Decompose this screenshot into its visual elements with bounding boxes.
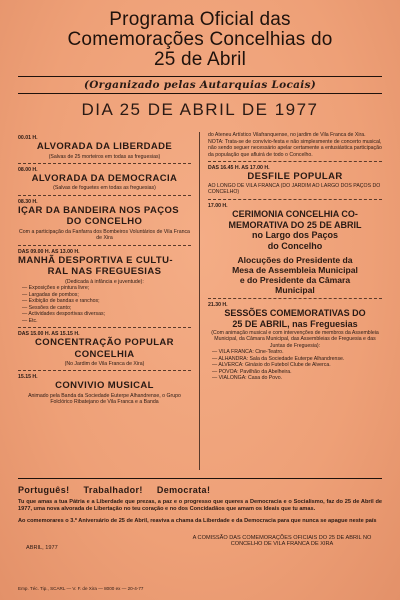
event-time: 08.00 H. <box>18 166 38 173</box>
event-note: AO LONGO DE VILA FRANCA (DO JARDIM AO LARGO DOS PAÇOS DO CONCELHO) <box>208 182 381 196</box>
closing-section <box>18 478 382 551</box>
event-time: 15.15 H. <box>18 374 38 381</box>
event-heading: RAL NAS FREGUESIAS <box>47 266 162 278</box>
signature-row <box>18 535 382 551</box>
left-column <box>18 132 200 470</box>
event-heading: CONCELHIA <box>74 348 135 360</box>
list-item: — ALVERCA: Ginásio do Futebol Clube de Alverca. <box>212 362 382 369</box>
event-note: Com a participação da Fanfarra dos Bombeiros Voluntários de Vila Franca de Xira <box>19 228 190 242</box>
slogan-word: Democrata! <box>156 485 211 495</box>
signature: A COMISSÃO DAS COMEMORAÇÕES OFICIAIS DO 25 DE ABRIL NO CONCELHO DE VILA FRANCA DE XIRA <box>192 534 372 548</box>
event-time: DAS 15.00 H. AS 15.15 H. <box>18 331 80 338</box>
slogan <box>18 485 382 495</box>
event-subheading: e do Presidente da Câmara <box>239 275 351 286</box>
event-note: (Salvas de 25 morteiros em todas as freguesias) <box>48 153 161 160</box>
printer-credit: Emp. Téc. Tip., SCARL — V. F. de Xira — 8000 ex — 20-4-77 <box>18 586 144 591</box>
slogan-word: Trabalhador! <box>83 485 143 495</box>
event-date: DIA 25 DE ABRIL DE 1977 <box>81 100 319 119</box>
event-heading: CONVIVIO MUSICAL <box>55 380 154 392</box>
divider <box>208 161 382 162</box>
activity-list <box>22 285 191 324</box>
list-item: — Sessões de canto; <box>22 305 191 312</box>
list-item: — ALHANDRA: Sala da Sociedade Euterpe Alhandrense. <box>212 356 382 363</box>
event-heading: IÇAR DA BANDEIRA NOS PAÇOS <box>18 204 179 216</box>
event-heading: DESFILE POPULAR <box>247 171 343 183</box>
event-note: NOTA: Trata-se de convívio-festa e não simplesmente de concerto musical, não sendo seguer necessário apelar certamente a entusiástica participação da população que afluirá de todo o Concelho. <box>208 138 382 158</box>
event-note: (Dedicada à infância e juventude): <box>65 278 144 285</box>
venue-list <box>212 349 382 382</box>
title-line-1: Programa Oficial das <box>109 9 291 30</box>
appeal-paragraph: Tu que amas a tua Pátria e a Liberdade que prezas, a paz e o progresso que queres a Democracia e o Socialismo, faz do 25 de Abril de 1977, uma nova alvorada de Libertação no teu coração e no dos Concidadãos que amam os Ideais que tu amas. <box>18 499 382 513</box>
event-heading: DO CONCELHO <box>66 216 143 228</box>
event-heading: 25 DE ABRIL, nas Freguesias <box>232 318 358 329</box>
divider <box>18 327 191 328</box>
event-heading: SESSÕES COMEMORATIVAS DO <box>224 308 366 319</box>
subtitle: (Organizado pelas Autarquias Locais) <box>18 76 382 94</box>
list-item: — VILA FRANCA: Cine-Teatro. <box>212 349 382 356</box>
divider <box>18 195 191 196</box>
event-time: 17.00 H. <box>208 203 228 210</box>
event-subheading: Mesa de Assembleia Municipal <box>232 265 358 276</box>
event-subheading: Alocuções do Presidente da <box>237 255 353 266</box>
program-columns <box>18 132 382 470</box>
event-time: 08.30 H. <box>18 198 38 205</box>
event-heading: CERIMONIA CONCELHIA CO- <box>232 209 358 220</box>
title-line-2: Comemorações Concelhias do <box>67 29 333 50</box>
event-heading: do Concelho <box>267 240 323 251</box>
divider <box>208 199 382 200</box>
page-title <box>18 10 382 70</box>
event-heading: CONCENTRAÇÃO POPULAR <box>35 337 174 349</box>
divider <box>18 245 191 246</box>
list-item: — Exibição de bandas e ranchos; <box>22 298 191 305</box>
event-note: Animado pela Banda da Sociedade Euterpe Alhandrense, o Grupo Folclórico Ribatejano de Vila Franca e a Banda <box>28 392 181 406</box>
event-note: (No Jardim de Vila Franca de Xira) <box>64 361 145 368</box>
list-item: — Actividades desportivas diversas; <box>22 311 191 318</box>
list-item: — VIALONGA: Casa do Povo. <box>212 375 382 382</box>
list-item: — Etc. <box>22 318 191 325</box>
event-heading: MEMORATIVA DO 25 DE ABRIL <box>228 219 362 230</box>
list-item: — POVOA: Pavilhão da Abelheira. <box>212 369 382 376</box>
divider <box>18 163 191 164</box>
right-column <box>200 132 382 470</box>
slogan-word: Português! <box>18 485 70 495</box>
event-time: DAS 09.00 H. AS 13.00 H. <box>18 248 80 255</box>
event-subheading: Municipal <box>275 285 315 296</box>
list-item: — Largadas de pombos; <box>22 292 191 299</box>
event-note: (Com animação musical e com intervenções de membros da Assembleia Municipal, da Câmara Municipal, das Assembleias de Freguesia e das Juntas de Freguesia): <box>211 330 379 349</box>
event-heading: no Largo dos Paços <box>251 230 338 241</box>
event-heading: ALVORADA DA LIBERDADE <box>36 141 173 152</box>
event-heading: ALVORADA DA DEMOCRACIA <box>31 172 178 184</box>
list-item: — Exposições e pintura livre; <box>22 285 191 292</box>
issue-date: ABRIL, 1977 <box>26 544 58 551</box>
event-note: (Salvas de foguetes em todas as freguesias) <box>53 185 156 192</box>
appeal-paragraph: Ao comemorares o 3.º Aniversário de 25 de Abril, reaviva a chama da Liberdade e da Democracia para que nunca se apague neste país <box>18 517 377 524</box>
event-time: 21.30 H. <box>208 302 228 309</box>
event-note: do Ateneu Artístico Vilafranquense, no jardim de Vila Franca de Xira. <box>208 132 366 138</box>
event-heading: MANHÃ DESPORTIVA E CULTU- <box>18 254 173 266</box>
divider <box>18 370 191 371</box>
event-time: DAS 16.45 H. AS 17.00 H. <box>208 165 270 172</box>
title-line-3: 25 de Abril <box>154 49 246 70</box>
event-time: 00.01 H. <box>18 135 38 141</box>
divider <box>208 298 382 299</box>
